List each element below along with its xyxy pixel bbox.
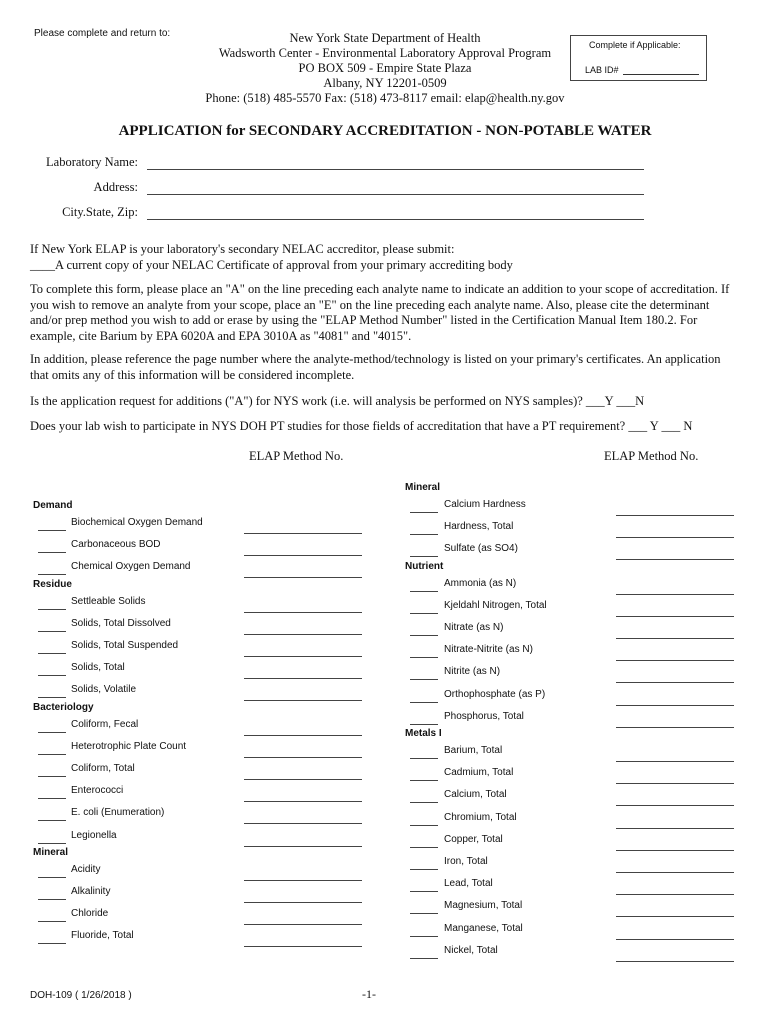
analyte-mark-line[interactable]: [410, 678, 438, 680]
lab-id-label: LAB ID#: [585, 65, 619, 75]
analyte-mark-line[interactable]: [38, 529, 66, 531]
analyte-name: Coliform, Total: [71, 763, 135, 774]
address-field[interactable]: [147, 193, 644, 195]
city-label: City.State, Zip:: [62, 205, 138, 219]
method-number-line[interactable]: [616, 960, 734, 962]
page-number: -1-: [362, 987, 376, 1001]
analyte-mark-line[interactable]: [410, 701, 438, 703]
header-line-5: Phone: (518) 485-5570 Fax: (518) 473-8117 email: elap@health.ny.gov: [205, 91, 565, 105]
method-number-line[interactable]: [244, 576, 362, 578]
analyte-name: Manganese, Total: [444, 922, 523, 934]
analyte-mark-line[interactable]: [410, 935, 438, 937]
method-number-line[interactable]: [244, 756, 362, 758]
section-heading: Residue: [33, 578, 72, 590]
analyte-mark-line[interactable]: [38, 942, 66, 944]
method-number-line[interactable]: [244, 532, 362, 534]
analyte-name: Orthophosphate (as P): [444, 688, 546, 700]
section-heading: Bacteriology: [33, 701, 94, 713]
analyte-name: Chemical Oxygen Demand: [71, 561, 191, 573]
method-number-line[interactable]: [616, 782, 734, 784]
analyte-mark-line[interactable]: [410, 912, 438, 914]
analyte-name: Nitrate-Nitrite (as N): [444, 644, 533, 656]
method-number-line[interactable]: [616, 615, 734, 617]
analyte-mark-line[interactable]: [410, 511, 438, 513]
analyte-mark-line[interactable]: [38, 652, 66, 654]
analyte-mark-line[interactable]: [410, 612, 438, 614]
analyte-name: Ammonia (as N): [444, 577, 517, 589]
method-number-line[interactable]: [244, 677, 362, 679]
analyte-name: Nickel, Total: [444, 944, 498, 956]
method-number-line[interactable]: [244, 655, 362, 657]
right-method-header: ELAP Method No.: [604, 449, 699, 463]
analyte-mark-line[interactable]: [38, 920, 66, 922]
analyte-name: Heterotrophic Plate Count: [71, 740, 187, 752]
analyte-mark-line[interactable]: [410, 868, 438, 870]
analyte-name: E. coli (Enumeration): [71, 807, 165, 819]
method-number-line[interactable]: [244, 879, 362, 881]
method-number-line[interactable]: [244, 901, 362, 903]
analyte-mark-line[interactable]: [410, 846, 438, 848]
method-number-line[interactable]: [244, 734, 362, 736]
method-number-line[interactable]: [616, 514, 734, 516]
left-method-header: ELAP Method No.: [249, 449, 344, 463]
analyte-name: Coliform, Fecal: [71, 718, 139, 730]
lab-id-field[interactable]: [585, 65, 699, 75]
analyte-name: Calcium, Total: [444, 789, 507, 801]
method-number-line[interactable]: [616, 536, 734, 538]
section-heading: Mineral: [33, 846, 69, 858]
analyte-name: Solids, Total: [71, 662, 125, 674]
lab-name-label: Laboratory Name:: [46, 155, 138, 169]
analyte-mark-line[interactable]: [410, 590, 438, 592]
analyte-mark-line[interactable]: [38, 819, 66, 821]
form-title: APPLICATION for SECONDARY ACCREDITATION - NON-POTABLE WATER: [118, 123, 652, 139]
analyte-name: Calcium Hardness: [444, 499, 526, 510]
analyte-name: Fluoride, Total: [71, 930, 134, 942]
analyte-mark-line[interactable]: [38, 797, 66, 799]
header-line-1: New York State Department of Health: [289, 31, 481, 45]
analyte-mark-line[interactable]: [410, 890, 438, 892]
analyte-name: Nitrite (as N): [444, 666, 501, 678]
analyte-name: Enterococci: [71, 785, 124, 797]
method-number-line[interactable]: [616, 871, 734, 873]
analyte-mark-line[interactable]: [38, 876, 66, 878]
nelac-line-1: If New York ELAP is your laboratory's secondary NELAC accreditor, please submit:: [30, 242, 455, 256]
analyte-mark-line[interactable]: [410, 533, 438, 535]
lab-id-line[interactable]: [623, 65, 699, 75]
method-number-line[interactable]: [244, 554, 362, 556]
analyte-mark-line[interactable]: [410, 723, 438, 725]
analyte-mark-line[interactable]: [410, 824, 438, 826]
analyte-name: Chloride: [71, 908, 109, 920]
analyte-mark-line[interactable]: [38, 696, 66, 698]
analyte-name: Kjeldahl Nitrogen, Total: [444, 599, 547, 611]
analyte-mark-line[interactable]: [38, 551, 66, 553]
method-number-line[interactable]: [244, 611, 362, 613]
analyte-name: Chromium, Total: [444, 811, 517, 823]
method-number-line[interactable]: [244, 845, 362, 847]
lab-id-box: [570, 35, 707, 81]
analyte-mark-line[interactable]: [38, 674, 66, 676]
instructions-paragraph: To complete this form, please place an "A" on the line preceding each analyte name to indicate an addition to your scope of accreditation. If you wish to remove an analyte from your scope, place an "E" on the line preceding each analyte name. Also, please cite the determinant and/or prep method you wish to add or erase by using the "ELAP Method Number" listed in the Certification Manual Item 180.2. For example, cite Barium by EPA 6020A and EPA 3010A as "4081" and "4015".: [30, 282, 730, 343]
analyte-mark-line[interactable]: [38, 630, 66, 632]
section-heading: Metals I: [405, 728, 442, 739]
method-number-line[interactable]: [616, 637, 734, 639]
method-number-line[interactable]: [244, 923, 362, 925]
analyte-name: Magnesium, Total: [444, 900, 523, 912]
reference-paragraph: In addition, please reference the page number where the analyte-method/technology is listed on your primary's certificates. An application that omits any of this information will be considered incomplete.: [30, 352, 721, 382]
city-field[interactable]: [147, 218, 644, 220]
method-number-line[interactable]: [244, 822, 362, 824]
method-number-line[interactable]: [244, 945, 362, 947]
analyte-mark-line[interactable]: [410, 634, 438, 636]
analyte-mark-line[interactable]: [38, 731, 66, 733]
analyte-mark-line[interactable]: [410, 555, 438, 557]
form-id: DOH-109 ( 1/26/2018 ): [30, 990, 132, 1001]
analyte-name: Sulfate (as SO4): [444, 543, 518, 555]
method-number-line[interactable]: [616, 681, 734, 683]
return-note: Please complete and return to:: [34, 28, 171, 39]
analyte-mark-line[interactable]: [38, 898, 66, 900]
analyte-name: Alkalinity: [71, 886, 111, 897]
method-number-line[interactable]: [244, 800, 362, 802]
header-line-2: Wadsworth Center - Environmental Laboratory Approval Program: [218, 46, 552, 60]
method-number-line[interactable]: [616, 938, 734, 940]
section-heading: Demand: [33, 500, 73, 511]
analyte-mark-line[interactable]: [38, 842, 66, 844]
analyte-mark-line[interactable]: [410, 779, 438, 781]
method-number-line[interactable]: [616, 849, 734, 851]
analyte-mark-line[interactable]: [410, 656, 438, 658]
method-number-line[interactable]: [616, 558, 734, 560]
analyte-name: Phosphorus, Total: [444, 710, 524, 722]
header-line-4: Albany, NY 12201-0509: [323, 76, 447, 90]
analyte-name: Iron, Total: [444, 856, 488, 867]
analyte-mark-line[interactable]: [38, 753, 66, 755]
method-number-line[interactable]: [244, 699, 362, 701]
analyte-name: Solids, Total Suspended: [71, 640, 179, 651]
method-number-line[interactable]: [616, 804, 734, 806]
method-number-line[interactable]: [244, 778, 362, 780]
analyte-mark-line[interactable]: [38, 573, 66, 575]
nelac-certificate-line[interactable]: ____A current copy of your NELAC Certificate of approval from your primary accrediting body: [30, 257, 513, 272]
method-number-line[interactable]: [616, 659, 734, 661]
analyte-name: Acidity: [71, 863, 101, 875]
analyte-name: Hardness, Total: [444, 521, 514, 533]
section-heading: Nutrient: [405, 560, 444, 572]
analyte-name: Carbonaceous BOD: [71, 539, 161, 551]
method-number-line[interactable]: [616, 726, 734, 728]
analyte-name: Nitrate (as N): [444, 622, 504, 633]
method-number-line[interactable]: [616, 893, 734, 895]
analyte-mark-line[interactable]: [410, 801, 438, 803]
analyte-mark-line[interactable]: [38, 608, 66, 610]
analyte-name: Cadmium, Total: [444, 767, 514, 779]
nelac-instruction: [30, 242, 730, 273]
analyte-name: Solids, Volatile: [71, 684, 137, 696]
header-line-3: PO BOX 509 - Empire State Plaza: [298, 61, 472, 75]
pt-study-question[interactable]: Does your lab wish to participate in NYS DOH PT studies for those fields of accreditation that have a PT requirement? ___ Y ___ N: [30, 419, 693, 433]
analyte-name: Barium, Total: [444, 745, 503, 756]
analyte-mark-line[interactable]: [410, 757, 438, 759]
analyte-name: Copper, Total: [444, 833, 503, 845]
analyte-name: Lead, Total: [444, 878, 493, 890]
method-number-line[interactable]: [616, 760, 734, 762]
analyte-name: Solids, Total Dissolved: [71, 617, 171, 629]
analyte-name: Settleable Solids: [71, 595, 146, 607]
method-number-line[interactable]: [616, 704, 734, 706]
analyte-name: Legionella: [71, 829, 117, 841]
analyte-mark-line[interactable]: [410, 957, 438, 959]
method-number-line[interactable]: [616, 827, 734, 829]
method-number-line[interactable]: [244, 633, 362, 635]
nys-work-question[interactable]: Is the application request for additions ("A") for NYS work (i.e. will analysis be performed on NYS samples)? ___Y ___N: [30, 394, 645, 408]
lab-box-title: Complete if Applicable:: [589, 40, 681, 50]
section-heading: Mineral: [405, 482, 441, 493]
method-number-line[interactable]: [616, 593, 734, 595]
address-label: Address:: [93, 180, 138, 194]
lab-name-field[interactable]: [147, 168, 644, 170]
analyte-name: Biochemical Oxygen Demand: [71, 517, 203, 528]
method-number-line[interactable]: [616, 915, 734, 917]
analyte-mark-line[interactable]: [38, 775, 66, 777]
